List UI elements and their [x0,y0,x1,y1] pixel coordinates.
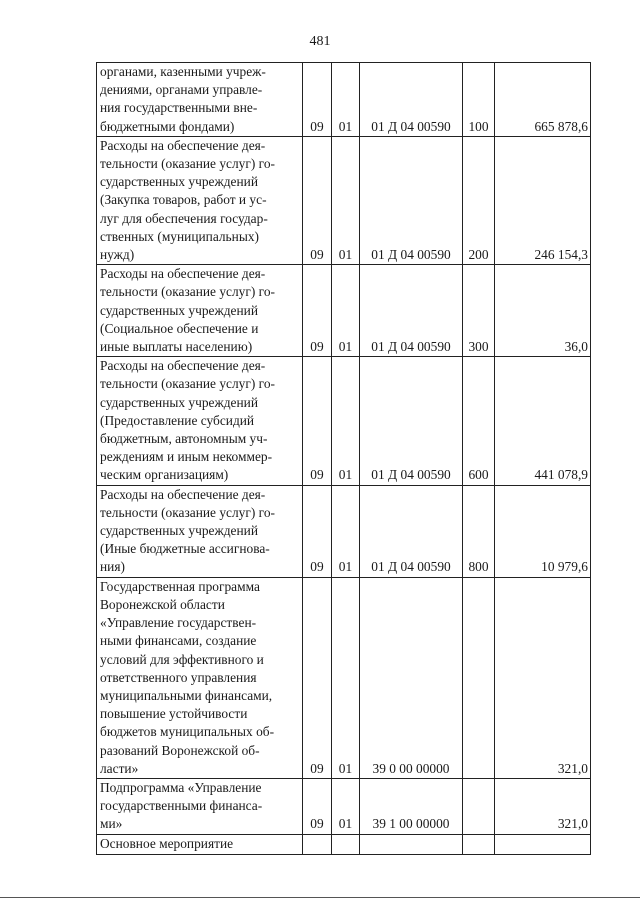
subsection-code: 01 [332,778,360,834]
section-code: 09 [303,63,332,137]
expense-type-code: 600 [463,357,495,485]
amount: 36,0 [495,265,591,357]
section-code: 09 [303,577,332,778]
bottom-edge-rule [0,897,640,898]
expense-type-code [463,577,495,778]
section-code: 09 [303,357,332,485]
subsection-code: 01 [332,63,360,137]
table-row [97,485,591,577]
subsection-code [332,834,360,854]
subsection-code: 01 [332,265,360,357]
amount: 321,0 [495,778,591,834]
subsection-code: 01 [332,485,360,577]
section-code: 09 [303,136,332,264]
expense-type-code: 100 [463,63,495,137]
expense-name: Расходы на обеспечение дея- тельности (оказание услуг) го- сударственных учреждений (Иные бюджетные ассигнова- ния) [97,485,303,577]
section-code: 09 [303,485,332,577]
target-article-code: 39 1 00 00000 [360,778,463,834]
expense-type-code: 200 [463,136,495,264]
expense-type-code: 800 [463,485,495,577]
amount: 441 078,9 [495,357,591,485]
table-row [97,63,591,137]
amount: 665 878,6 [495,63,591,137]
section-code: 09 [303,778,332,834]
expense-name: Подпрограмма «Управление государственными финанса- ми» [97,778,303,834]
expense-name: Расходы на обеспечение дея- тельности (оказание услуг) го- сударственных учреждений (Предоставление субсидий бюджетным, автономным уч- реждениям и иным некоммер- ческим организациям) [97,357,303,485]
amount [495,834,591,854]
amount: 321,0 [495,577,591,778]
expense-name: Основное мероприятие [97,834,303,854]
expense-type-code [463,778,495,834]
expense-name: Государственная программа Воронежской области «Управление государствен- ными финансами, создание условий для эффективного и ответственного управления муниципальными финансами, повышение устойчивости бюджетов муниципальных об- разований Воронежской об- ласти» [97,577,303,778]
subsection-code: 01 [332,357,360,485]
table-row [97,357,591,485]
table-row [97,577,591,778]
target-article-code: 01 Д 04 00590 [360,265,463,357]
table-row [97,778,591,834]
table-row [97,136,591,264]
section-code: 09 [303,265,332,357]
amount: 10 979,6 [495,485,591,577]
target-article-code: 01 Д 04 00590 [360,485,463,577]
expense-type-code: 300 [463,265,495,357]
target-article-code: 01 Д 04 00590 [360,136,463,264]
page-number: 481 [309,34,331,49]
target-article-code: 01 Д 04 00590 [360,357,463,485]
expense-name: Расходы на обеспечение дея- тельности (оказание услуг) го- сударственных учреждений (Закупка товаров, работ и ус- луг для обеспечения государ- ственных (муниципальных) нужд) [97,136,303,264]
expense-name: органами, казенными учреж- дениями, органами управле- ния государственными вне- бюджетными фондами) [97,63,303,137]
expense-type-code [463,834,495,854]
target-article-code: 01 Д 04 00590 [360,63,463,137]
amount: 246 154,3 [495,136,591,264]
target-article-code [360,834,463,854]
target-article-code: 39 0 00 00000 [360,577,463,778]
expense-name: Расходы на обеспечение дея- тельности (оказание услуг) го- сударственных учреждений (Социальное обеспечение и иные выплаты населению) [97,265,303,357]
table-row [97,834,591,854]
section-code [303,834,332,854]
subsection-code: 01 [332,136,360,264]
table-row [97,265,591,357]
budget-table [96,62,591,855]
subsection-code: 01 [332,577,360,778]
